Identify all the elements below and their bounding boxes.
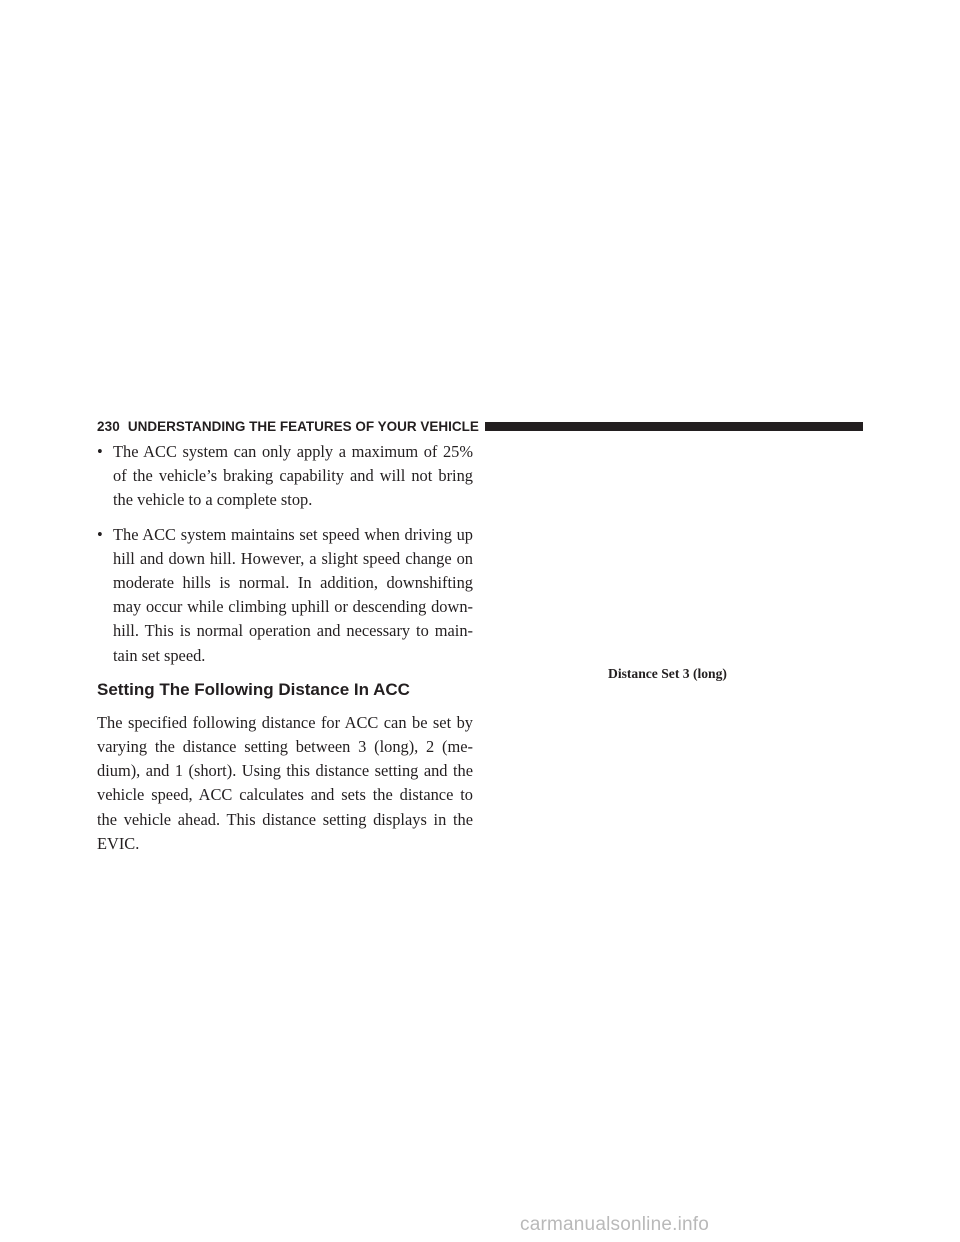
bullet-text: The ACC system maintains set speed when driving up hill and down hill. However, a slight speed change on moderate hills is normal. In addition, downshifting may occur while climbing uphill or descending down-hill. This is normal operation and necessary to main-tain set speed. [113, 524, 473, 665]
bullet-item [97, 440, 473, 513]
body-column [97, 440, 473, 856]
section-paragraph: The specified following distance for ACC can be set by varying the distance setting between 3 (long), 2 (me-dium), and 1 (short). Using this distance setting and the vehicle speed, ACC calculates and sets the distance to the vehicle ahead. This distance setting displays in the EVIC. [97, 712, 473, 853]
figure-caption: Distance Set 3 (long) [608, 666, 727, 681]
page-number: 230 [97, 418, 120, 434]
bullet-text: The ACC system can only apply a maximum of 25% of the vehicle’s braking capability and will not bring the vehicle to a complete stop. [113, 442, 473, 510]
bullet-icon: • [97, 442, 103, 461]
section-heading: Setting The Following Distance In ACC [97, 679, 410, 699]
chapter-title: UNDERSTANDING THE FEATURES OF YOUR VEHICLE [127, 418, 479, 434]
bullet-icon: • [97, 524, 103, 544]
bullet-item [97, 523, 473, 668]
header-rule [485, 422, 863, 431]
watermark-link[interactable]: carmanualsonline.info [520, 1214, 710, 1235]
page-header [97, 417, 863, 435]
